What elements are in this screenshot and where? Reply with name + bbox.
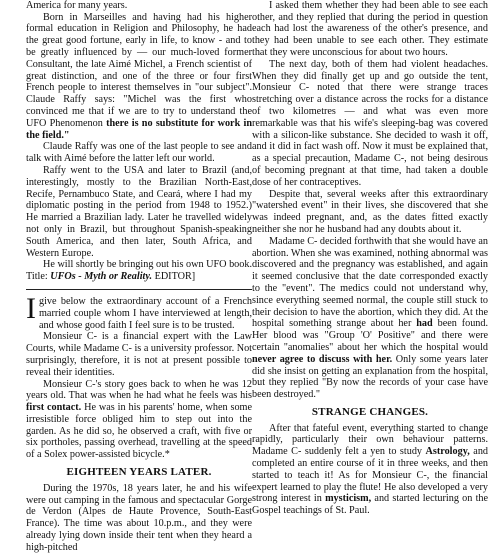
book-announcement: He will shortly be bringing out his own UFO book. Title: — [26, 259, 252, 283]
changes-text-c: and started lecturing on the Gospel teachings of St. Paul. — [252, 493, 489, 517]
abortion-text-c: Only some years later did she insist on getting an explanation from the hospital, but they replied "By now the records of your case have been destroyed." — [252, 353, 488, 401]
drop-cap: I — [26, 291, 36, 325]
changes-paragraph — [252, 423, 488, 517]
first-contact-end: He was in his parents' home, when some irresistible force obliged him to step out into the garden. As he did so, he observed a craft, with five or six portholes, passing overhead, travelling at the speed of a Solex power-assisted bicycle.* — [26, 402, 252, 461]
intro-paragraph-1: America for many years. — [26, 0, 128, 11]
right-column — [252, 0, 488, 517]
intro-paragraph-3: Claude Raffy was one of the last people to see and talk with Aimé before the latter left our world. — [26, 141, 252, 165]
book-title: UFOs - Myth or Reality. — [50, 271, 153, 283]
never-agree-bold: never agree to discuss with her. — [252, 353, 393, 365]
first-contact-paragraph — [26, 379, 252, 462]
mysticism-bold: mysticism, — [325, 493, 372, 505]
first-contact-text: Monsieur C-'s story goes back to when he was 12 years old. That was when he had what he feels was his — [26, 378, 252, 402]
no-substitute-quote: there is no substitute for work in the field." — [26, 117, 252, 141]
first-contact-bold: first contact. — [26, 402, 82, 414]
pregnancy-paragraph: Despite that, several weeks after this extraordinary "watershed event" in their lives, she discovered that she was indeed pregnant, and, as the dates fitted exactly neither she nor he husband had any doubts about it. — [252, 188, 488, 235]
changes-text-b: and completed an entire course of it in three weeks, and then started to teach it! As for Monsieur C-, the financial expert learned to play the flute! He also developed a very strong interest in — [252, 446, 489, 505]
left-column — [26, 0, 252, 554]
heading-eighteen-years-later: EIGHTEEN YEARS LATER. — [66, 466, 212, 479]
intro-paragraph-4: Raffy went to the USA and later to Brazil (and, interestingly, mostly to the Brazilian North-East, Recife, Pernambuco State, and Ceará, where I had my diplomatic posting in the period from 1948 to 1952.) He married a Brazilian lady. Later he travelled widely not only in Brazil, but throughout Spanish-speaking South America, and then later, South Africa, and Western Europe. — [26, 164, 252, 259]
editor-note-end: EDITOR] — [154, 271, 196, 283]
astrology-bold: Astrology, — [425, 446, 470, 458]
intro-paragraph-2 — [26, 12, 252, 142]
couple-identity-paragraph: Monsieur C- is a financial expert with the Law Courts, while Madame C- is a university professor. Not surprisingly, therefore, it is not at present possible to reveal their identities. — [26, 331, 252, 378]
abortion-text-b: been found. Her blood was "Group 'O' Positive" and there were certain "anomalies" about her which the hospital would — [252, 318, 489, 353]
account-opening — [26, 291, 252, 331]
had-bold: had — [416, 318, 433, 330]
headaches-paragraph: The next day, both of them had violent headaches. When they did finally get up and go outside the tent, Monsieur C- noted that there were strange traces stretching over a distance across the rocks for a distance of two kilometres — and what was even more remarkable was that his wife's sleeping-bag was covered with a silicon-like substance. She decided to wash it off, and it did in fact wash off. Now it must be explained that, as a special precaution, Madame C-, not being desirous of becoming pregnant at that time, had taken a double dose of her contraceptives. — [252, 58, 488, 188]
abortion-paragraph — [252, 236, 488, 401]
intro-paragraph-2-text: Born in Marseilles and having had his higher formal education in Religion and Philosophy, he had the great good fortune, early in life, to know - and to be greatly influenced by — our much-loved former Consultant, the late Aimé Michel, a French scientist of great distinction, and one of the three or four first French people to interest themselves in "our subject". Claude Raffy says: "Michel was the first who convinced me that if we are to try to understand the UFO Phenomenon — [26, 11, 252, 129]
awareness-paragraph: I asked them whether they had been able to see each other, and they replied that during the period in question each had lost the awareness of the other's presence, and they had been unable to see each other. They estimate that they were unconscious for about two hours. — [252, 0, 488, 58]
abortion-text-a: Madame C- decided forthwith that she would have an abortion. When she was examined, nothing abnormal was discovered and the pregnancy was established, and again it seemed conclusive that the date corresponded exactly to the "event". The medics could not understand why, since everything seemed normal, the couple still stuck to their decision to have the abortion, which they did. At the hospital something strange about her — [252, 235, 488, 330]
intro-paragraph-5 — [26, 259, 252, 283]
heading-strange-changes: STRANGE CHANGES. — [311, 405, 429, 418]
account-opening-text: give below the extraordinary account of a French married couple whom I have interviewed at length, and whose good faith I feel sure is to be trusted. — [39, 295, 252, 331]
changes-text-a: After that fateful event, everything started to change rapidly, particularly their own behaviour patterns. Madame C- suddenly felt a yen to study — [252, 422, 488, 458]
section-divider — [26, 289, 252, 290]
camping-paragraph: During the 1970s, 18 years later, he and his wife were out camping in the famous and spectacular Gorge de Verdon (Alpes de Haute Provence, South-East France). The time was about 10.p.m., and they were already lying down inside their tent when they heard a high-pitched — [26, 482, 252, 553]
